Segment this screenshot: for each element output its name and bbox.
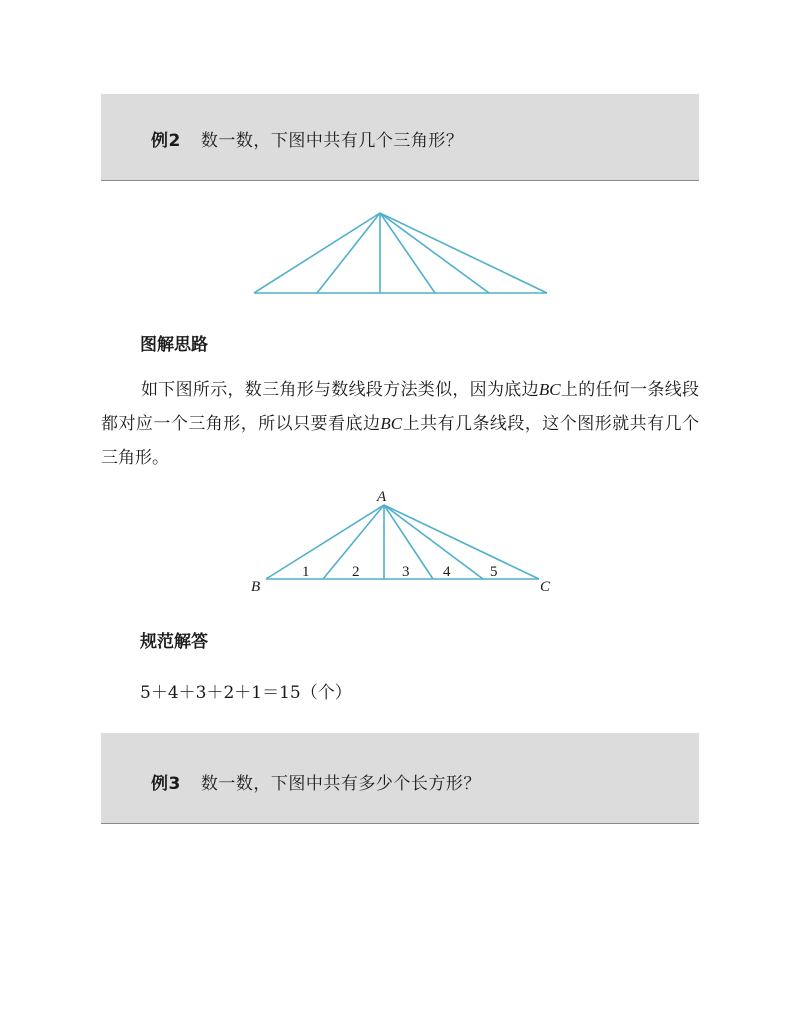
segment-label-2: 2 bbox=[352, 564, 360, 580]
vertex-a-label: A bbox=[377, 489, 387, 505]
diagram1-side-left bbox=[254, 213, 380, 293]
analysis-bc-1: BC bbox=[538, 380, 561, 399]
example3-box bbox=[101, 733, 699, 824]
analysis-heading: 图解思路 bbox=[140, 335, 208, 355]
analysis-text-2: 上的任何一条线段都对应一个三角形，所以只要看底边 bbox=[101, 380, 700, 434]
vertex-c-label: C bbox=[540, 579, 551, 595]
analysis-paragraph bbox=[101, 373, 699, 475]
diagram2-cevian-4 bbox=[384, 505, 483, 579]
diagram2-side-ac bbox=[384, 505, 539, 579]
diagram1-cevian-4 bbox=[380, 213, 489, 293]
example3-question: 数一数，下图中共有多少个长方形？ bbox=[200, 774, 481, 794]
diagram2-cevian-3 bbox=[384, 505, 433, 579]
triangle-diagram-2-lines bbox=[266, 505, 539, 579]
diagram1-cevian-1 bbox=[317, 213, 380, 293]
segment-label-4: 4 bbox=[443, 564, 451, 580]
diagram2-side-ab bbox=[266, 505, 384, 579]
diagram1-cevian-3 bbox=[380, 213, 435, 293]
analysis-bc-2: BC bbox=[380, 414, 403, 433]
example2-number: 例2 bbox=[151, 131, 181, 151]
example2-box bbox=[101, 94, 699, 181]
diagram1-side-right bbox=[380, 213, 547, 293]
example2-question-line bbox=[151, 126, 463, 151]
analysis-text-3: 上共有几条线段，这个图形就共有几个三角形。 bbox=[101, 414, 700, 468]
triangle-diagram-1-lines bbox=[254, 213, 547, 293]
segment-label-3: 3 bbox=[402, 564, 410, 580]
example3-question-line bbox=[151, 769, 481, 794]
segment-label-5: 5 bbox=[490, 564, 498, 580]
example3-number: 例3 bbox=[151, 774, 181, 794]
solution-heading: 规范解答 bbox=[140, 632, 208, 652]
solution-formula: 5＋4＋3＋2＋1＝15（个） bbox=[140, 683, 352, 703]
vertex-b-label: B bbox=[251, 579, 261, 595]
example2-question: 数一数，下图中共有几个三角形？ bbox=[200, 131, 464, 151]
analysis-text-1: 如下图所示，数三角形与数线段方法类似，因为底边 bbox=[141, 380, 539, 400]
diagram2-cevian-1 bbox=[323, 505, 384, 579]
segment-label-1: 1 bbox=[302, 564, 310, 580]
